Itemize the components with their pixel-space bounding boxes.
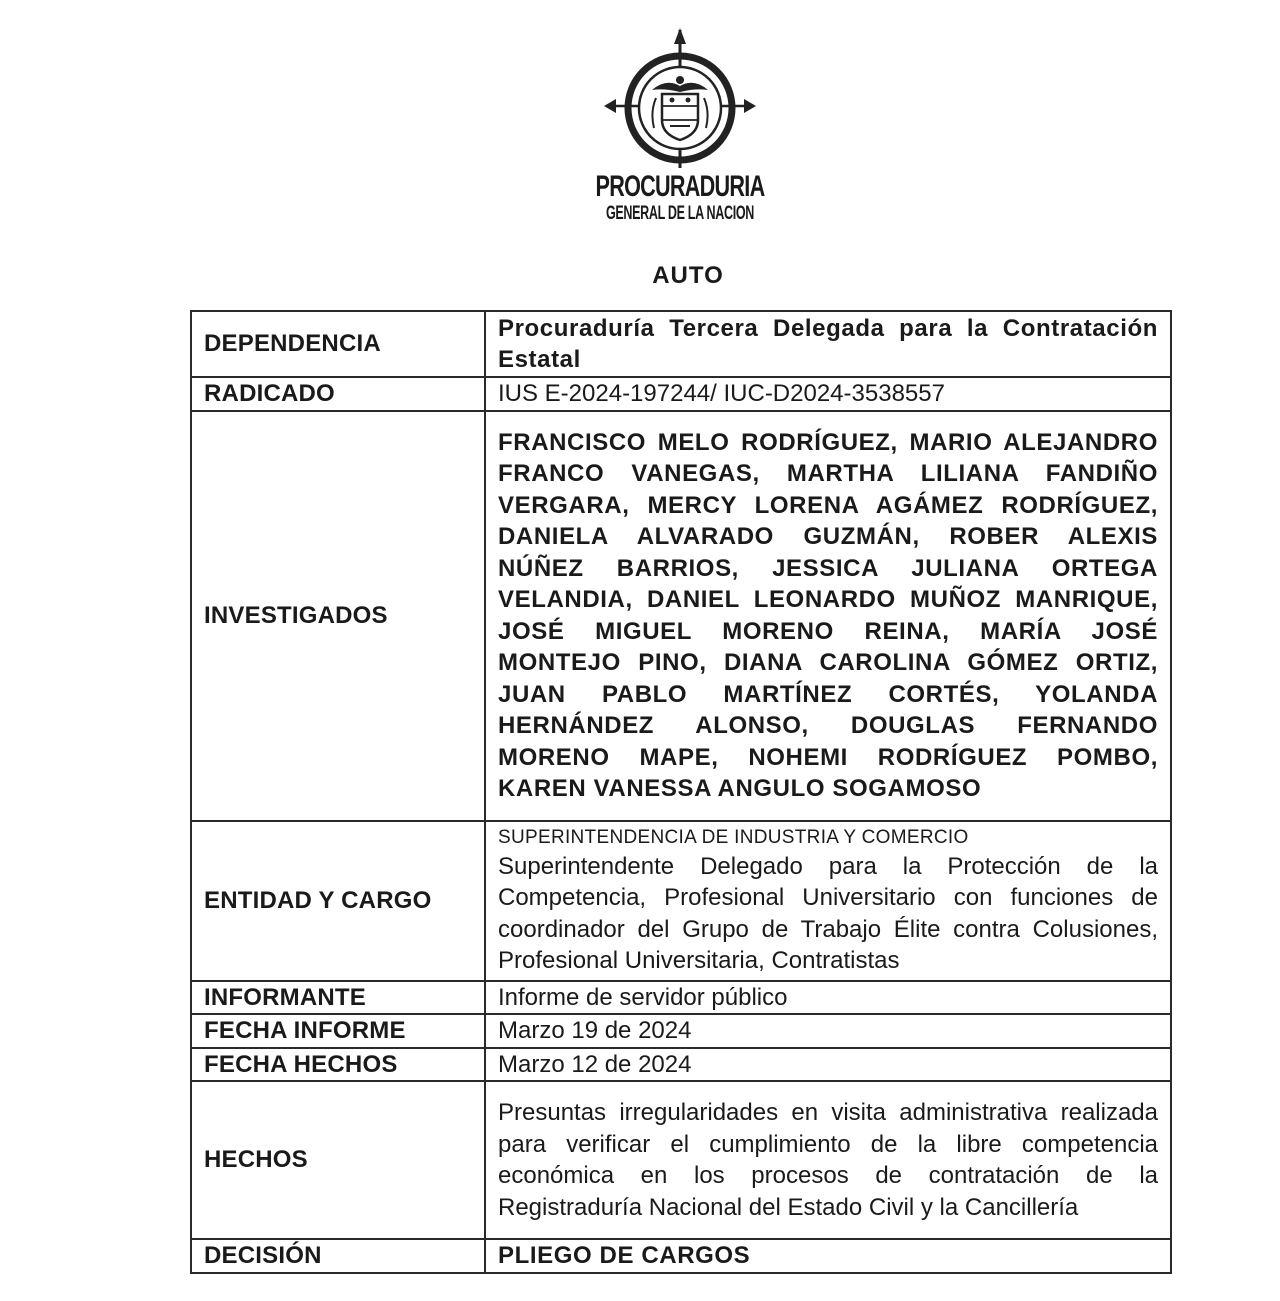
document-type: AUTO	[652, 262, 724, 289]
label-fecha-informe: FECHA INFORME	[191, 1014, 485, 1048]
label-fecha-hechos: FECHA HECHOS	[191, 1048, 485, 1082]
table-row-entidad-cargo	[191, 821, 1171, 981]
organization-name-line2: GENERAL DE LA NACION	[605, 203, 755, 224]
table-row-fecha-informe	[191, 1014, 1171, 1048]
value-fecha-informe: Marzo 19 de 2024	[485, 1014, 1171, 1048]
label-entidad-cargo: ENTIDAD Y CARGO	[191, 821, 485, 981]
value-fecha-hechos: Marzo 12 de 2024	[485, 1048, 1171, 1082]
table-row-decision	[191, 1239, 1171, 1273]
procuraduria-seal-icon	[600, 28, 760, 173]
table-row-hechos	[191, 1081, 1171, 1239]
table-row-investigados	[191, 411, 1171, 821]
label-investigados: INVESTIGADOS	[191, 411, 485, 821]
value-informante: Informe de servidor público	[485, 981, 1171, 1015]
label-decision: DECISIÓN	[191, 1239, 485, 1273]
label-radicado: RADICADO	[191, 377, 485, 411]
value-radicado: IUS E-2024-197244/ IUC-D2024-3538557	[485, 377, 1171, 411]
value-hechos: Presuntas irregularidades en visita administrativa realizada para verificar el cumplimiento de la libre competencia económica en los procesos de contratación de la Registraduría Nacional del Estado Civil y la Cancillería	[485, 1081, 1171, 1239]
value-investigados: FRANCISCO MELO RODRÍGUEZ, MARIO ALEJANDRO FRANCO VANEGAS, MARTHA LILIANA FANDIÑO VERGARA, MERCY LORENA AGÁMEZ RODRÍGUEZ, DANIELA ALVARADO GUZMÁN, ROBER ALEXIS NÚÑEZ BARRIOS, JESSICA JULIANA ORTEGA VELANDIA, DANIEL LEONARDO MUÑOZ MANRIQUE, JOSÉ MIGUEL MORENO REINA, MARÍA JOSÉ MONTEJO PINO, DIANA CAROLINA GÓMEZ ORTIZ, JUAN PABLO MARTÍNEZ CORTÉS, YOLANDA HERNÁNDEZ ALONSO, DOUGLAS FERNANDO MORENO MAPE, NOHEMI RODRÍGUEZ POMBO, KAREN VANESSA ANGULO SOGAMOSO	[485, 411, 1171, 821]
entity-name: SUPERINTENDENCIA DE INDUSTRIA Y COMERCIO	[498, 826, 969, 848]
table-row-dependencia	[191, 311, 1171, 377]
label-hechos: HECHOS	[191, 1081, 485, 1239]
case-summary-table	[190, 310, 1172, 1274]
table-row-fecha-hechos	[191, 1048, 1171, 1082]
label-informante: INFORMANTE	[191, 981, 485, 1015]
value-entidad-cargo	[485, 821, 1171, 981]
table-row-informante	[191, 981, 1171, 1015]
organization-name	[560, 172, 800, 223]
entity-positions: Superintendente Delegado para la Protección de la Competencia, Profesional Universitario con funciones de coordinador del Grupo de Trabajo Élite contra Colusiones, Profesional Universitaria, Contratistas	[498, 852, 1158, 974]
organization-name-line1: PROCURADURIA	[595, 170, 765, 203]
value-decision: PLIEGO DE CARGOS	[485, 1239, 1171, 1273]
value-dependencia: Procuraduría Tercera Delegada para la Contratación Estatal	[485, 311, 1171, 377]
label-dependencia: DEPENDENCIA	[191, 311, 485, 377]
table-row-radicado	[191, 377, 1171, 411]
